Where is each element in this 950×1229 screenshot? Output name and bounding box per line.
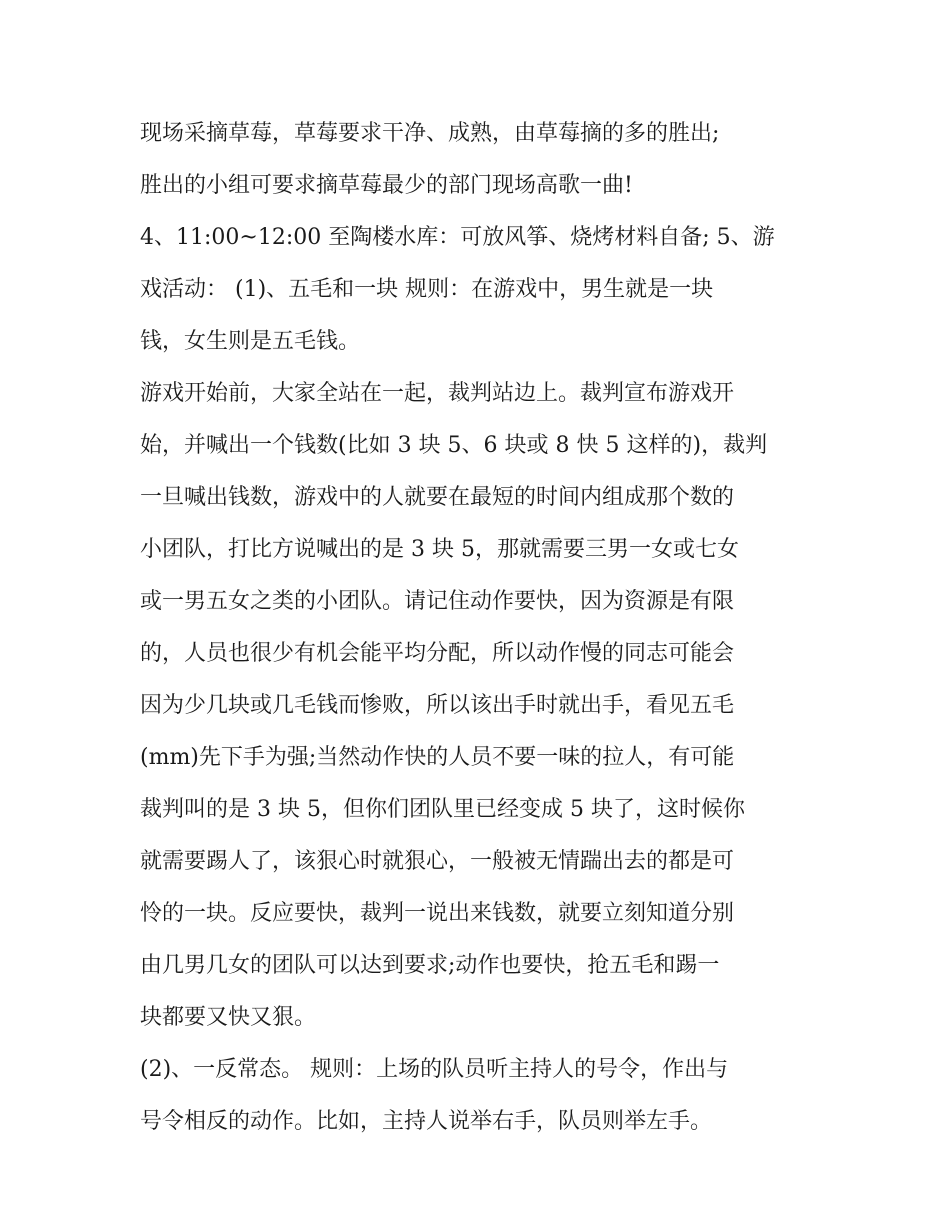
paragraph-reservoir-and-games (140, 212, 830, 368)
text-line: 胜出的小组可要求摘草莓最少的部门现场高歌一曲! (140, 173, 633, 198)
text-line: 的，人员也很少有机会能平均分配，所以动作慢的同志可能会 (140, 641, 735, 666)
text-line: 裁判叫的是 3 块 5，但你们团队里已经变成 5 块了，这时候你 (140, 797, 745, 822)
text-line: 戏活动： (1)、五毛和一块 规则：在游戏中，男生就是一块 (140, 277, 714, 302)
text-line: 4、11:00~12:00 至陶楼水库：可放风筝、烧烤材料自备; 5、游 (140, 225, 775, 250)
text-line: 始，并喊出一个钱数(比如 3 块 5、6 块或 8 快 5 这样的)，裁判 (140, 433, 768, 458)
text-line: 由几男几女的团队可以达到要求;动作也要快，抢五毛和踢一 (140, 953, 720, 978)
text-line: 游戏开始前，大家全站在一起，裁判站边上。裁判宣布游戏开 (140, 381, 735, 406)
paragraph-game-rules (140, 368, 830, 1044)
text-line: 现场采摘草莓，草莓要求干净、成熟，由草莓摘的多的胜出; (140, 121, 720, 146)
text-line: 块都要又快又狠。 (140, 1005, 317, 1030)
text-line: 因为少几块或几毛钱而惨败，所以该出手时就出手，看见五毛 (140, 693, 735, 718)
document-body (140, 108, 830, 1148)
text-line: 小团队，打比方说喊出的是 3 块 5，那就需要三男一女或七女 (140, 537, 739, 562)
text-line: 钱，女生则是五毛钱。 (140, 329, 361, 354)
text-line: (mm)先下手为强;当然动作快的人员不要一味的拉人，有可能 (140, 745, 735, 770)
text-line: 号令相反的动作。比如，主持人说举右手，队员则举左手。 (140, 1109, 713, 1134)
paragraph-strawberry-picking (140, 108, 830, 212)
paragraph-opposite-action-game (140, 1044, 830, 1148)
text-line: 一旦喊出钱数，游戏中的人就要在最短的时间内组成那个数的 (140, 485, 735, 510)
text-line: 或一男五女之类的小团队。请记住动作要快，因为资源是有限 (140, 589, 735, 614)
text-line: 怜的一块。反应要快，裁判一说出来钱数，就要立刻知道分别 (140, 901, 735, 926)
text-line: 就需要踢人了，该狠心时就狠心，一般被无情踹出去的都是可 (140, 849, 735, 874)
text-line: (2)、一反常态。 规则：上场的队员听主持人的号令，作出与 (140, 1057, 729, 1082)
